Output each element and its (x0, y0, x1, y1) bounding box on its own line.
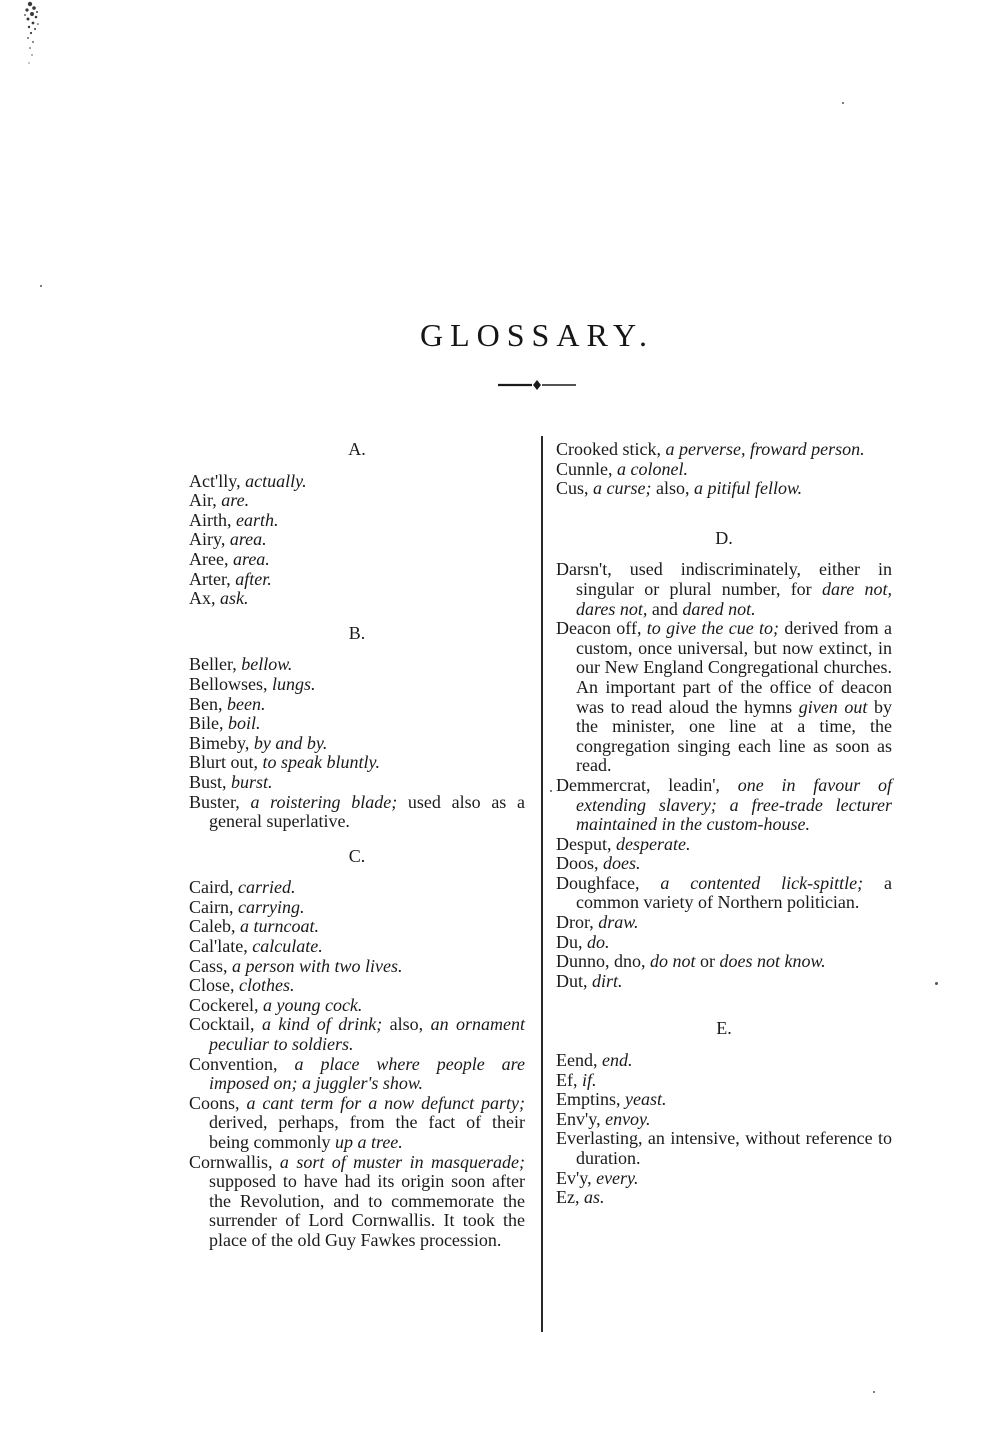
section-letter-c: C. (348, 845, 366, 866)
glossary-entry: Bellowses, lungs. (189, 673, 316, 694)
glossary-entry: Ben, been. (189, 693, 266, 714)
glossary-entry: Convention, a place where people are imposed on; a juggler's show. (189, 1053, 526, 1094)
glossary-entry: Everlasting, an intensive, without reference to duration. (556, 1128, 892, 1168)
glossary-entry: Cus, a curse; also, a pitiful fellow. (556, 478, 803, 499)
glossary-entry: Arter, after. (189, 568, 272, 589)
glossary-entry: Dror, draw. (556, 912, 639, 933)
section-letter-a: A. (348, 439, 366, 459)
glossary-entry: Crooked stick, a perverse, froward person. (556, 439, 865, 459)
glossary-entry: Beller, bellow. (189, 654, 293, 675)
glossary-entry: Ev'y, every. (556, 1167, 639, 1188)
title-ornament (496, 378, 578, 392)
glossary-entry: Cocktail, a kind of drink; also, an ornament peculiar to soldiers. (189, 1014, 526, 1055)
glossary-entry: Bimeby, by and by. (189, 732, 328, 753)
page-title: GLOSSARY. (419, 317, 655, 354)
section-letter-e: E. (716, 1018, 732, 1039)
glossary-entry: Emptins, yeast. (556, 1089, 667, 1110)
speck (935, 982, 938, 985)
left-column (189, 440, 525, 1251)
column-rule (541, 436, 543, 1332)
glossary-entry: Cockerel, a young cock. (189, 994, 363, 1015)
glossary-entry: Cairn, carrying. (189, 896, 305, 917)
glossary-entry: Demmercrat, leadin', one in favour of extending slavery; a free-trade lecturer maintained in the custom-house. (556, 774, 892, 835)
glossary-entry: Doughface, a contented lick-spittle; a common variety of Northern politician. (556, 872, 893, 913)
glossary-entry: Act'lly, actually. (189, 470, 307, 491)
glossary-entry: Doos, does. (556, 853, 641, 874)
glossary-entry: Coons, a cant term for a now defunct party; derived, perhaps, from the fact of their being commonly up a tree. (189, 1092, 526, 1152)
glossary-entry: Deacon off, to give the cue to; derived from a custom, once universal, but now extinct, in our New England Congregational churches. An important part of the office of deacon was to read aloud the hymns given out by the minister, one line at a time, the congregation singing each line as soon as read. (556, 618, 893, 776)
corner-specks (16, 0, 46, 72)
section-letter-b: B. (348, 622, 366, 643)
right-column (556, 440, 892, 1208)
glossary-entry: Bust, burst. (189, 771, 273, 792)
glossary-entry: Cunnle, a colonel. (556, 458, 688, 479)
speck (40, 285, 42, 287)
glossary-entry: Ax, ask. (189, 588, 249, 609)
glossary-entry: Aree, area. (189, 548, 270, 569)
glossary-entry: Desput, desperate. (556, 833, 691, 854)
glossary-entry: Dunno, dno, do not or does not know. (556, 951, 826, 972)
glossary-entry: Dut, dirt. (556, 970, 623, 991)
glossary-entry: Env'y, envoy. (556, 1108, 651, 1129)
glossary-entry: Du, do. (556, 931, 610, 952)
glossary-entry: Ez, as. (556, 1187, 605, 1208)
glossary-entry: Air, are. (189, 490, 250, 511)
glossary-entry: Bile, boil. (189, 713, 261, 734)
glossary-entry: Buster, a roistering blade; used also as a general superlative. (189, 791, 525, 832)
glossary-entry: Airy, area. (189, 529, 267, 550)
glossary-entry: Cal'late, calculate. (189, 936, 323, 957)
speck (842, 102, 844, 104)
speck (873, 1391, 875, 1393)
glossary-entry: Cass, a person with two lives. (189, 955, 403, 976)
glossary-entry: Caird, carried. (189, 877, 296, 898)
glossary-entry: Airth, earth. (189, 509, 279, 530)
glossary-entry: Darsn't, used indiscriminately, either in singular or plural number, for dare not, dares not, and dared not. (556, 559, 893, 619)
glossary-entry: Close, clothes. (189, 975, 295, 996)
glossary-entry: Ef, if. (556, 1069, 597, 1090)
glossary-entry: Caleb, a turncoat. (189, 916, 319, 937)
speck (550, 790, 552, 792)
glossary-entry: Eend, end. (556, 1050, 633, 1071)
section-letter-d: D. (715, 527, 733, 548)
glossary-entry: Blurt out, to speak bluntly. (189, 752, 380, 773)
glossary-entry: Cornwallis, a sort of muster in masquerade; supposed to have had its origin soon after the Revolution, and to commemorate the surrender of Lord Cornwallis. It took the place of the old Guy Fawkes procession. (189, 1151, 525, 1250)
